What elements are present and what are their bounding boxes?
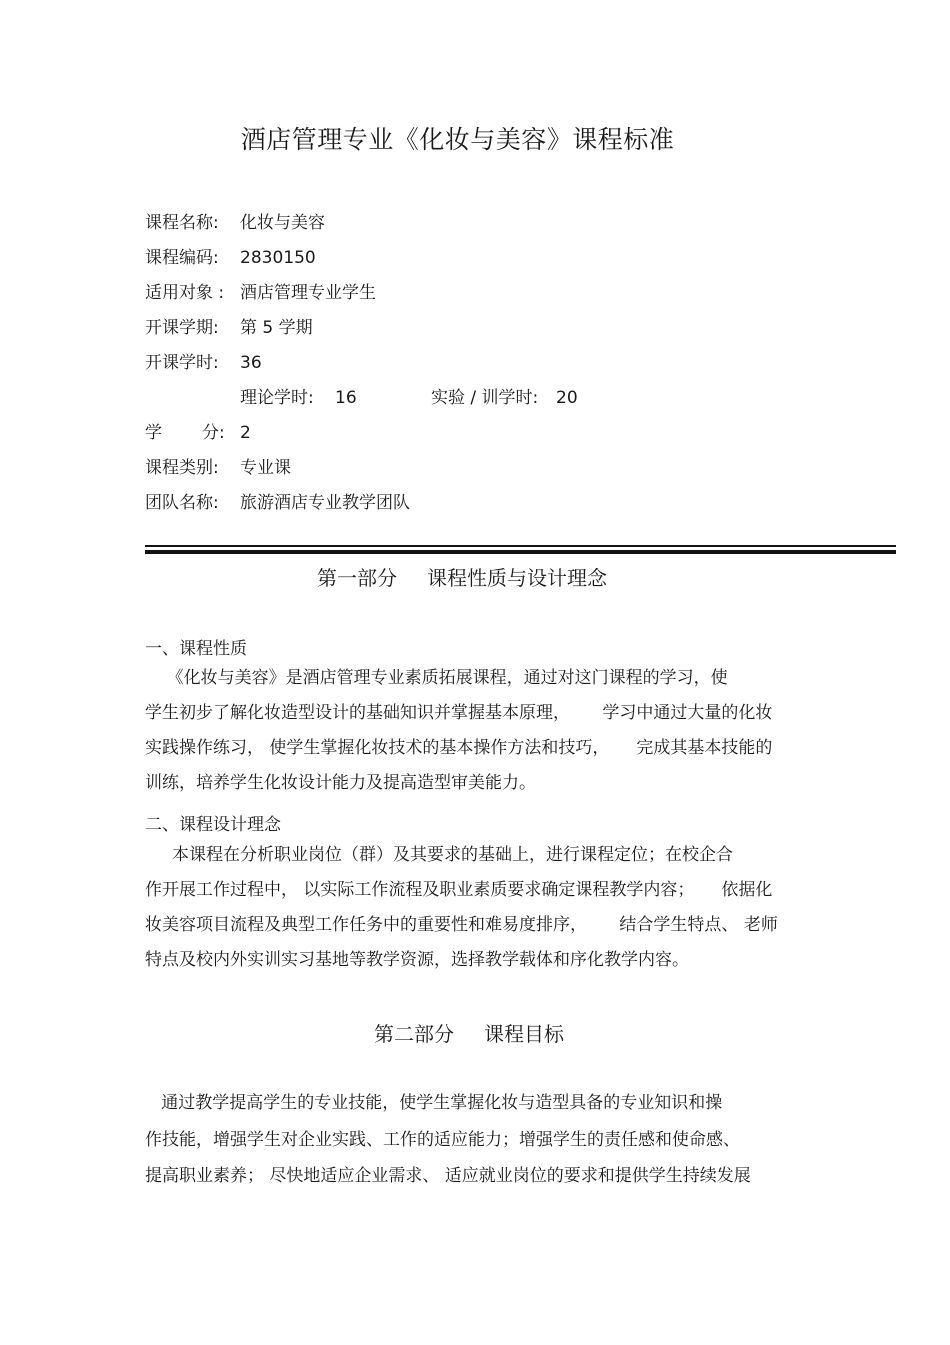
category-value: 专业课 <box>240 458 291 478</box>
course-code-label: 课程编码: <box>145 248 219 268</box>
paragraph-line: 《化妆与美容》是酒店管理专业素质拓展课程，通过对这门课程的学习，使 <box>145 668 728 688</box>
course-name-label: 课程名称: <box>145 213 219 233</box>
credits-label-1: 学 <box>145 423 162 443</box>
paragraph-line: 作开展工作过程中， 以实际工作流程及职业素质要求确定课程教学内容； 依据化 <box>145 880 773 900</box>
paragraph-line: 提高职业素养； 尽快地适应企业需求、 适应就业岗位的要求和提供学生持续发展 <box>145 1166 751 1186</box>
course-name-value: 化妆与美容 <box>240 213 325 233</box>
credits-value: 2 <box>240 423 251 443</box>
divider-thick <box>145 550 896 554</box>
section2-paragraph <box>145 838 778 978</box>
paragraph-line: 实践操作练习， 使学生掌握化妆技术的基本操作方法和技巧， 完成其基本技能的 <box>145 738 773 758</box>
part1-heading-part: 第一部分 <box>317 566 397 590</box>
paragraph-line: 学生初步了解化妆造型设计的基础知识并掌握基本原理， 学习中通过大量的化妆 <box>145 703 773 723</box>
part2-paragraph <box>145 1085 751 1195</box>
target-label: 适用对象 : <box>145 283 225 303</box>
part2-heading <box>374 1018 564 1047</box>
course-code-value: 2830150 <box>240 248 316 268</box>
team-value: 旅游酒店专业教学团队 <box>240 493 410 513</box>
part2-heading-title: 课程目标 <box>484 1022 564 1046</box>
hours-value: 36 <box>240 353 262 373</box>
paragraph-line: 通过教学提高学生的专业技能，使学生掌握化妆与造型具备的专业知识和操 <box>145 1093 723 1113</box>
practice-hours-label: 实验 / 训学时: <box>431 388 539 408</box>
divider-thin <box>145 545 896 547</box>
team-label: 团队名称: <box>145 493 219 513</box>
semester-label: 开课学期: <box>145 318 219 338</box>
document-title: 酒店管理专业《化妆与美容》课程标准 <box>240 125 675 154</box>
part2-heading-part: 第二部分 <box>374 1022 454 1046</box>
semester-value: 第 5 学期 <box>240 318 313 338</box>
hours-label: 开课学时: <box>145 353 219 373</box>
credits-label-2: 分: <box>202 423 225 443</box>
section1-paragraph <box>145 661 772 801</box>
paragraph-line: 特点及校内外实训实习基地等教学资源，选择教学载体和序化教学内容。 <box>145 950 689 970</box>
category-label: 课程类别: <box>145 458 219 478</box>
practice-hours-value: 20 <box>556 388 578 408</box>
section2-title: 二、课程设计理念 <box>145 815 281 835</box>
part1-heading-title: 课程性质与设计理念 <box>427 566 607 590</box>
paragraph-line: 本课程在分析职业岗位（群）及其要求的基础上，进行课程定位；在校企合 <box>145 845 734 865</box>
paragraph-line: 训练，培养学生化妆设计能力及提高造型审美能力。 <box>145 773 536 793</box>
paragraph-line: 作技能，增强学生对企业实践、工作的适应能力；增强学生的责任感和使命感、 <box>145 1129 740 1150</box>
theory-hours-label: 理论学时: <box>240 388 314 408</box>
target-value: 酒店管理专业学生 <box>240 283 376 303</box>
part1-heading <box>317 562 607 591</box>
section1-title: 一、课程性质 <box>145 639 247 659</box>
paragraph-line: 妆美容项目流程及典型工作任务中的重要性和难易度排序， 结合学生特点、 老师 <box>145 915 778 935</box>
theory-hours-value: 16 <box>335 388 357 408</box>
